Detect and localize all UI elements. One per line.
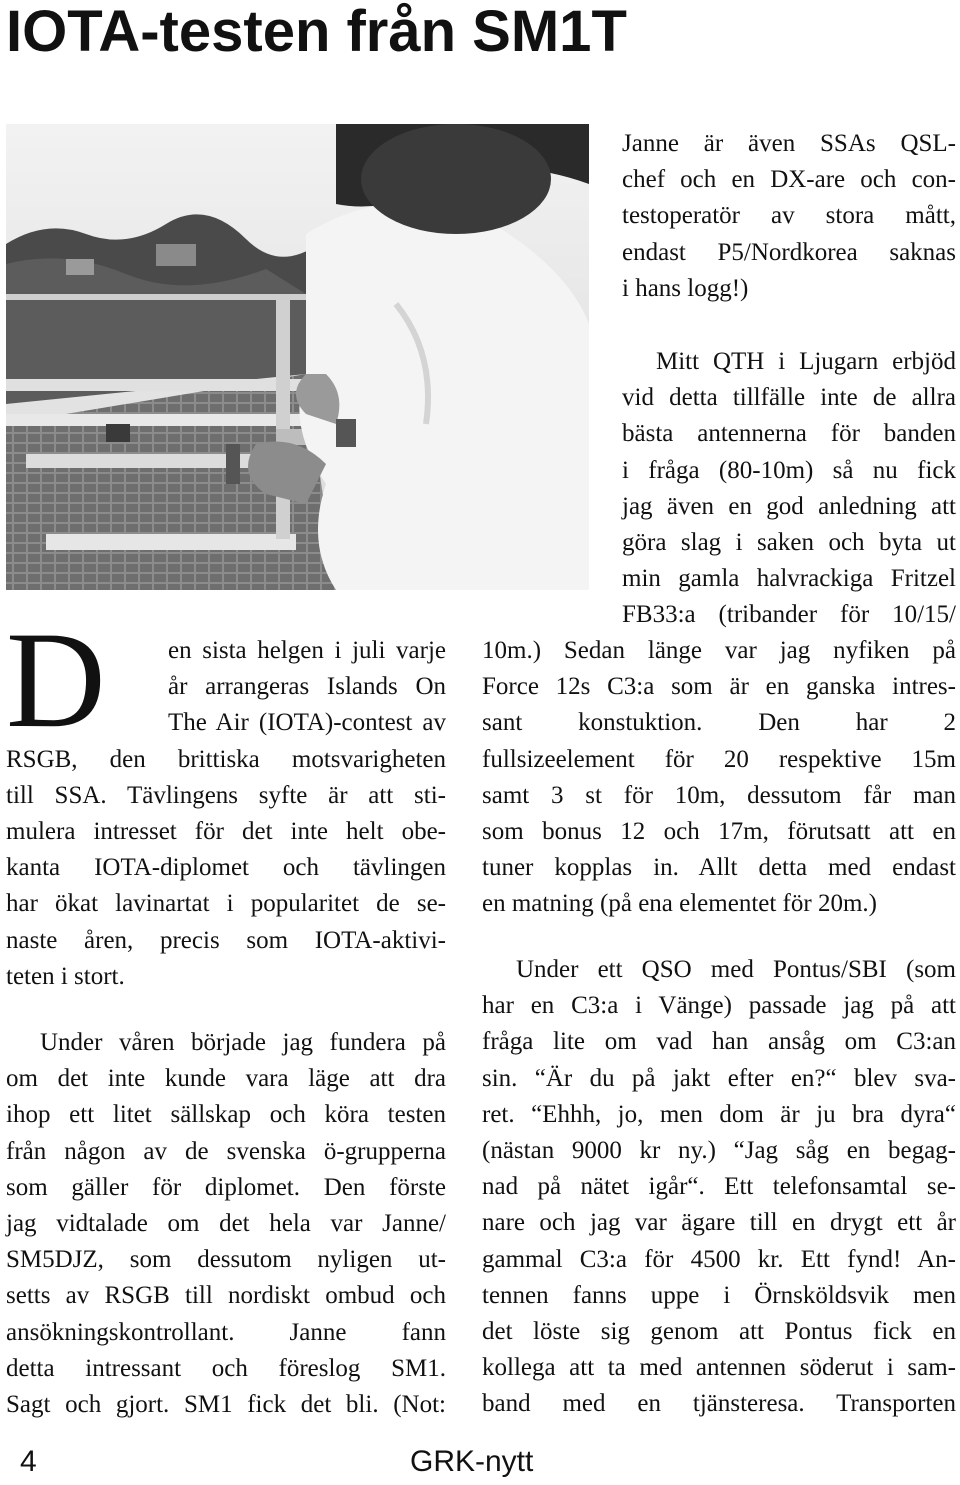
text-line: sant konstuktion. Den har 2	[482, 709, 956, 737]
text-line: samt 3 st för 10m, dessutom får man	[482, 781, 956, 809]
text-line: kollega att ta med antennen söderut i sam-	[482, 1354, 956, 1382]
article-title: IOTA-testen från SM1T	[6, 0, 627, 64]
magazine-name: GRK-nytt	[410, 1445, 534, 1478]
text-line: chef och en DX-are och con-	[622, 166, 956, 194]
text-line: testoperatör av stora mått,	[622, 202, 956, 230]
text-line: The Air (IOTA)-contest av	[168, 709, 446, 737]
text-line: Mitt QTH i Ljugarn erbjöd	[656, 348, 956, 375]
text-line: tennen fanns uppe i Örnsköldsvik men	[482, 1281, 956, 1309]
column-right-qso	[482, 952, 956, 1423]
text-line: ret. “Ehhh, jo, men dom är ju bra dyra“	[482, 1100, 956, 1128]
text-line: en matning (på ena elementet för 20m.)	[482, 890, 877, 918]
text-line: min gamla halvrackiga Fritzel	[622, 565, 956, 593]
text-line: Janne är även SSAs QSL-	[622, 130, 956, 157]
text-line: om det inte kunde vara läge att dra	[6, 1065, 446, 1093]
text-line: i fråga (80-10m) så nu fick	[622, 456, 956, 484]
text-line: FB33:a (tribander för 10/15/	[622, 601, 956, 629]
text-line: gammal C3:a för 4500 kr. Ett fynd! An-	[482, 1245, 956, 1273]
text-line: naste åren, precis som IOTA-aktivi-	[6, 926, 446, 954]
text-line: band med en tjänsteresa. Transporten	[482, 1390, 956, 1418]
text-line: SM5DJZ, som dessutom nyligen ut-	[6, 1246, 446, 1274]
column-left-second	[6, 1025, 446, 1423]
text-line: en sista helgen i juli varje	[168, 637, 446, 664]
text-line: i hans logg!)	[622, 274, 749, 302]
text-line: nad på nätet igår“. Ett telefonsamtal se-	[482, 1173, 956, 1201]
text-line: RSGB, den brittiska motsvarigheten	[6, 745, 446, 773]
text-line: jag även en god anledning att	[622, 492, 956, 520]
page-number: 4	[20, 1445, 37, 1478]
text-line: har ökat lavinartat i popularitet de se-	[6, 890, 446, 918]
text-line: Under våren började jag fundera på	[40, 1029, 446, 1056]
column-left-lead	[6, 633, 446, 995]
column-right-middle	[622, 344, 956, 634]
text-line: fråga lite om vad han ansåg om C3:an	[482, 1028, 956, 1056]
column-right-continued	[482, 633, 956, 923]
text-line: ansökningskontrollant. Janne fann	[6, 1318, 446, 1346]
text-line: till SSA. Tävlingens syfte är att sti-	[6, 781, 446, 809]
text-line: som bonus 12 och 17m, förutsatt att en	[482, 818, 956, 846]
text-line: endast P5/Nordkorea saknas	[622, 238, 956, 266]
text-line: sin. “Är du på jakt efter en?“ blev sva-	[482, 1064, 956, 1092]
column-right-top	[622, 126, 956, 307]
text-line: ihop ett litet sällskap och köra testen	[6, 1101, 446, 1129]
text-line: detta intressant och föreslog SM1.	[6, 1354, 446, 1382]
text-line: bästa antennerna för banden	[622, 420, 956, 448]
text-line: år arrangeras Islands On	[168, 673, 446, 701]
text-line: teten i stort.	[6, 962, 125, 990]
text-line: vid detta tillfälle inte de allra	[622, 384, 956, 412]
text-line: Sagt och gjort. SM1 fick det bli. (Not:	[6, 1391, 446, 1419]
text-line: från någon av de svenska ö-grupperna	[6, 1137, 446, 1165]
antenna-photo	[6, 124, 589, 590]
text-line: tuner kopplas in. Allt detta med endast	[482, 854, 956, 882]
text-line: (nästan 9000 kr ny.) “Jag såg en begag-	[482, 1137, 956, 1165]
text-line: jag vidtalade om det hela var Janne/	[6, 1210, 446, 1238]
text-line: nare och jag var ägare till en drygt ett år	[482, 1209, 956, 1237]
text-line: det löste sig genom att Pontus fick en	[482, 1318, 956, 1346]
text-line: 10m.) Sedan länge var jag nyfiken på	[482, 637, 956, 664]
text-line: fullsizeelement för 20 respektive 15m	[482, 745, 956, 773]
text-line: göra slag i saken och byta ut	[622, 529, 956, 557]
text-line: mulera intresset för det inte helt obe-	[6, 818, 446, 846]
text-line: kanta IOTA-diplomet och tävlingen	[6, 854, 446, 882]
text-line: har en C3:a i Vänge) passade jag på att	[482, 992, 956, 1020]
text-line: setts av RSGB till nordiskt ombud och	[6, 1282, 446, 1310]
text-line: som gäller för diplomet. Den förste	[6, 1173, 446, 1201]
text-line: Force 12s C3:a som är en ganska intres-	[482, 673, 956, 701]
text-line: Under ett QSO med Pontus/SBI (som	[516, 956, 956, 983]
drop-cap: D	[6, 603, 106, 756]
